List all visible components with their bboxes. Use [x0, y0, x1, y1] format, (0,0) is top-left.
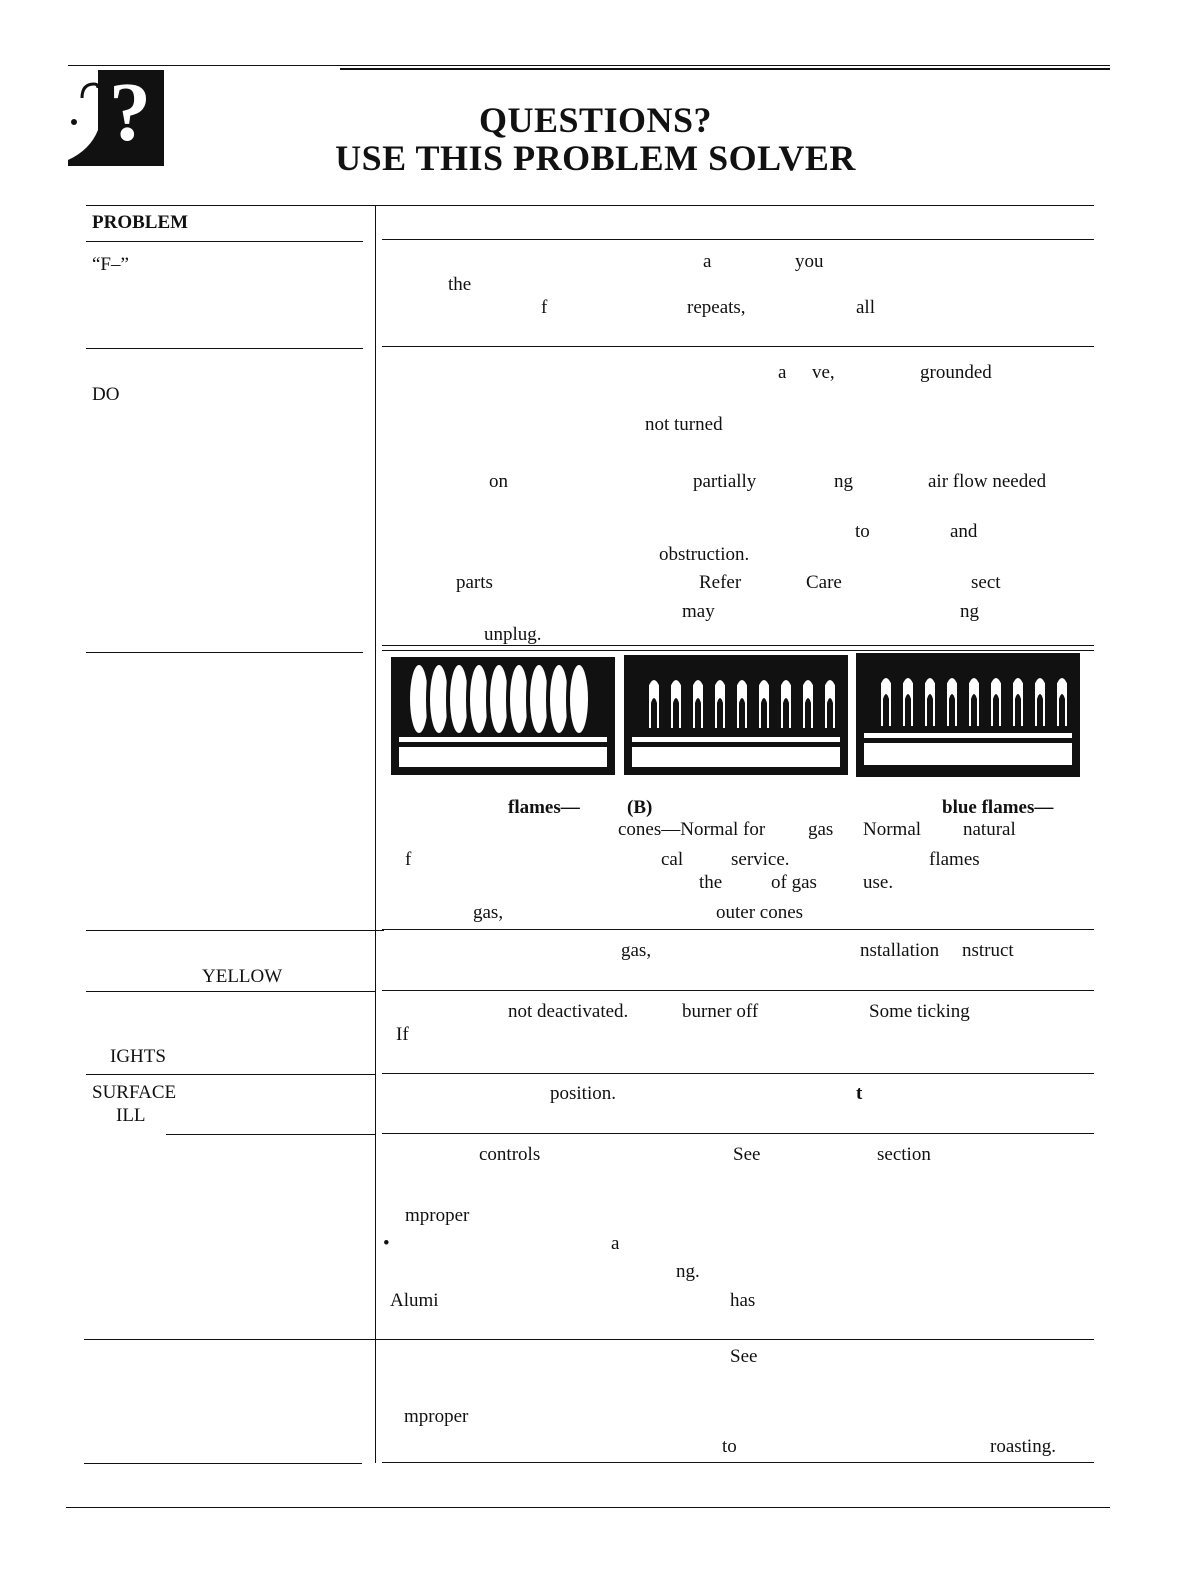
column-divider — [375, 205, 376, 1463]
row-controls-word: mproper — [405, 1205, 470, 1226]
row-controls-word: has — [730, 1290, 756, 1311]
row-last-word: mproper — [404, 1406, 469, 1427]
flame-c-label: blue flames— — [942, 797, 1054, 818]
row2-word: to — [855, 521, 870, 542]
right-rule-3 — [382, 929, 1094, 930]
row-last-word: roasting. — [990, 1436, 1056, 1457]
flame-illustration-a — [391, 657, 615, 775]
row-controls-word: See — [733, 1144, 761, 1165]
left-rule-6 — [166, 1134, 375, 1135]
bottom-page-rule — [66, 1507, 1110, 1508]
row-lights-word: If — [396, 1024, 409, 1045]
problem-header: PROBLEM — [92, 212, 189, 233]
row2-word: obstruction. — [659, 544, 750, 565]
row2-word: on — [489, 471, 508, 492]
row2-word: sect — [971, 572, 1001, 593]
flame-caption-word: natural — [963, 819, 1016, 840]
left-rule-5 — [86, 1074, 375, 1075]
problem-ill: ILL — [116, 1105, 146, 1126]
table-top-rule — [86, 205, 1094, 206]
flame-b-label: (B) — [627, 797, 653, 818]
problem-do: DO — [92, 384, 120, 405]
row2-word: unplug. — [484, 624, 542, 645]
flame-caption-word: outer cones — [716, 902, 804, 923]
flame-caption-word: of gas — [771, 872, 817, 893]
row-surface-word: t — [856, 1083, 863, 1104]
right-rule-4 — [382, 990, 1094, 991]
row-controls-word: section — [877, 1144, 931, 1165]
row-lights-word: Some ticking — [869, 1001, 970, 1022]
row-controls-word: ng. — [676, 1261, 700, 1282]
right-rule-2 — [382, 645, 1094, 646]
flame-caption-word: f — [405, 849, 412, 870]
row1-word: repeats, — [687, 297, 746, 318]
flame-caption-word: the — [699, 872, 723, 893]
svg-text:?: ? — [109, 70, 151, 159]
row2-word: parts — [456, 572, 493, 593]
row2-word: and — [950, 521, 978, 542]
row2-word: ng — [960, 601, 979, 622]
flame-caption-word: gas, — [473, 902, 504, 923]
row2-word: Care — [806, 572, 842, 593]
row2-word: a — [778, 362, 787, 383]
row2-word: ng — [834, 471, 853, 492]
problem-yellow: YELLOW — [202, 966, 283, 987]
right-rule-6 — [382, 1133, 1094, 1134]
row-yellow-word: nstruct — [962, 940, 1014, 961]
problem-ights: IGHTS — [110, 1046, 166, 1067]
row1-word: the — [448, 274, 472, 295]
row-yellow-word: gas, — [621, 940, 652, 961]
row-surface-word: position. — [550, 1083, 616, 1104]
right-rule-2b — [382, 650, 1094, 651]
row-controls-word: a — [611, 1233, 620, 1254]
row1-word: a — [703, 251, 712, 272]
flame-illustration-b — [624, 655, 848, 775]
top-rule-upper — [68, 65, 1110, 66]
row-controls-word: controls — [479, 1144, 541, 1165]
row2-word: may — [682, 601, 715, 622]
left-header-rule — [86, 241, 363, 242]
row2-word: not turned — [645, 414, 723, 435]
left-rule-1 — [86, 348, 363, 349]
problem-surface: SURFACE — [92, 1082, 177, 1103]
flame-caption-word: Normal — [863, 819, 922, 840]
left-rule-3 — [86, 930, 384, 931]
row-controls-bullet: • — [383, 1233, 390, 1254]
row-lights-word: burner off — [682, 1001, 759, 1022]
row-controls-word: Alumi — [390, 1290, 439, 1311]
row2-word: grounded — [920, 362, 992, 383]
row-lights-word: not deactivated. — [508, 1001, 629, 1022]
flame-caption-word: gas — [808, 819, 834, 840]
row2-word: Refer — [699, 572, 742, 593]
row2-word: partially — [693, 471, 757, 492]
flame-a-label: flames— — [508, 797, 580, 818]
left-rule-7 — [84, 1339, 386, 1340]
flame-caption-word: cones—Normal for — [618, 819, 766, 840]
left-rule-8 — [84, 1463, 362, 1464]
flame-caption-word: service. — [731, 849, 790, 870]
left-rule-4 — [86, 991, 375, 992]
row2-word: air flow needed — [928, 471, 1047, 492]
right-rule-1 — [382, 346, 1094, 347]
top-rule-lower — [340, 68, 1110, 70]
flame-panel-gap — [848, 750, 856, 770]
flame-caption-word: cal — [661, 849, 684, 870]
page-title-line2: USE THIS PROBLEM SOLVER — [335, 138, 856, 178]
row1-word: you — [795, 251, 824, 272]
row2-word: ve, — [812, 362, 835, 383]
flame-caption-word: flames — [929, 849, 980, 870]
flame-caption-word: use. — [863, 872, 894, 893]
row1-word: all — [856, 297, 875, 318]
row-yellow-word: nstallation — [860, 940, 940, 961]
problem-f-code: “F–” — [92, 254, 129, 275]
row-last-word: to — [722, 1436, 737, 1457]
right-rule-8 — [382, 1462, 1094, 1463]
right-header-rule — [382, 239, 1094, 240]
flame-illustration-c — [856, 653, 1080, 777]
left-rule-2 — [86, 652, 363, 653]
row-last-word: See — [730, 1346, 758, 1367]
row1-word: f — [541, 297, 548, 318]
page-title-line1: QUESTIONS? — [478, 100, 713, 140]
right-rule-5 — [382, 1073, 1094, 1074]
right-rule-7 — [382, 1339, 1094, 1340]
